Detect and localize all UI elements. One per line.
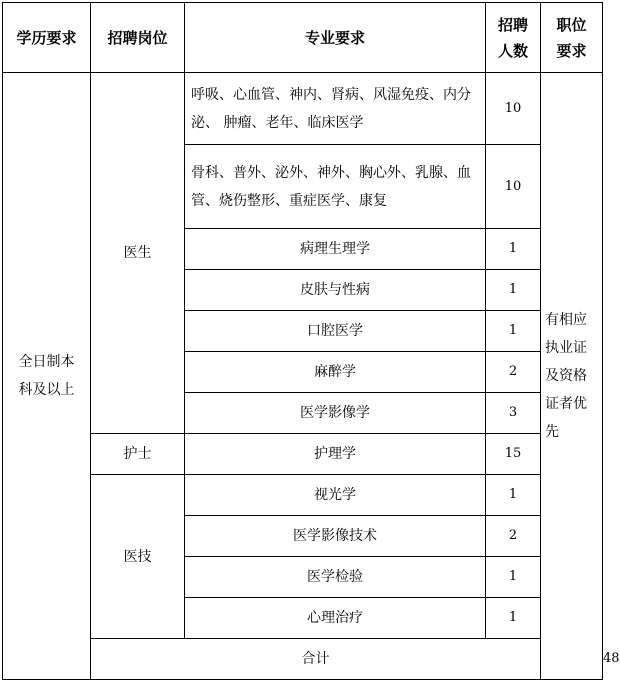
position-nurse: 护士 (91, 434, 185, 475)
major-cell: 护理学 (185, 434, 486, 475)
header-row (3, 3, 603, 73)
count-cell: 1 (486, 598, 541, 639)
header-position: 招聘岗位 (91, 3, 185, 73)
major-cell: 皮肤与性病 (185, 270, 486, 311)
major-cell: 医学检验 (185, 557, 486, 598)
header-title: 职位要求 (541, 3, 603, 73)
count-cell: 1 (486, 475, 541, 516)
position-doctor: 医生 (91, 73, 185, 434)
count-cell: 2 (486, 352, 541, 393)
table-row (3, 434, 603, 475)
table-row (3, 73, 603, 145)
total-row: 合计 48 (3, 639, 603, 680)
title-requirement-cell: 有相应执业证及资格证者优先 (541, 73, 603, 680)
major-cell: 病理生理学 (185, 229, 486, 270)
major-cell: 呼吸、心血管、神内、肾病、风湿免疫、内分泌、 肿瘤、老年、临床医学 (185, 73, 486, 145)
count-cell: 1 (486, 311, 541, 352)
count-cell: 1 (486, 229, 541, 270)
count-cell: 10 (486, 73, 541, 145)
major-cell: 麻醉学 (185, 352, 486, 393)
education-cell: 全日制本科及以上 (3, 73, 91, 680)
header-count: 招聘人数 (486, 3, 541, 73)
count-cell: 3 (486, 393, 541, 434)
count-cell: 15 (486, 434, 541, 475)
position-technician: 医技 (91, 475, 185, 639)
count-cell: 10 (486, 145, 541, 229)
major-cell: 骨科、普外、泌外、神外、胸心外、乳腺、血管、烧伤整形、重症医学、康复 (185, 145, 486, 229)
major-cell: 口腔医学 (185, 311, 486, 352)
table-row (3, 475, 603, 516)
header-education: 学历要求 (3, 3, 91, 73)
recruitment-table (2, 2, 620, 680)
count-cell: 1 (486, 270, 541, 311)
header-major: 专业要求 (185, 3, 486, 73)
major-cell: 医学影像技术 (185, 516, 486, 557)
major-cell: 视光学 (185, 475, 486, 516)
count-cell: 1 (486, 557, 541, 598)
count-cell: 2 (486, 516, 541, 557)
major-cell: 心理治疗 (185, 598, 486, 639)
total-label: 合计 (91, 639, 541, 680)
major-cell: 医学影像学 (185, 393, 486, 434)
